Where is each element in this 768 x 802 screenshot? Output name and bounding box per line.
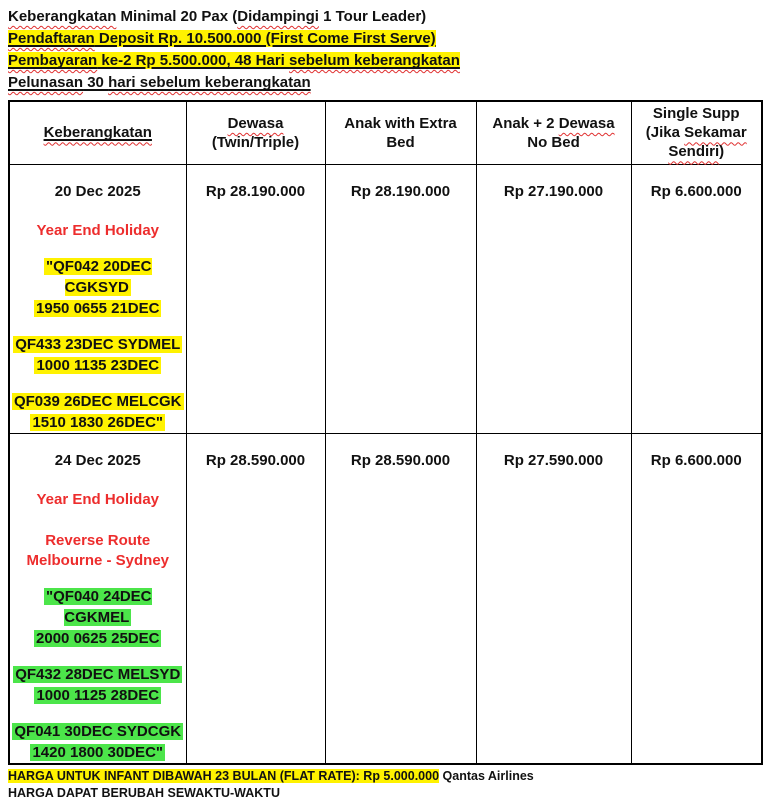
header-text: Sekamar: [684, 124, 747, 142]
footer-block: [8, 768, 760, 802]
header-text: (Jika: [645, 124, 685, 142]
price-cell-single-supp: Rp 6.600.000: [631, 164, 762, 433]
intro-text: sebelum keberangkatan: [289, 52, 460, 69]
header-text: Sendiri: [668, 143, 720, 161]
departure-cell: [9, 164, 186, 433]
highlighted-text: [8, 30, 436, 47]
flight-segment: [10, 664, 186, 706]
flight-schedule: [10, 256, 186, 433]
flight-segment: [10, 721, 186, 763]
route-note-line: Reverse Route: [45, 531, 151, 549]
header-cell-keberangkatan: [9, 101, 186, 164]
footer-text: Qantas Airlines: [439, 768, 534, 783]
intro-text: Pendaftaran: [8, 30, 95, 47]
intro-text: 30: [83, 74, 109, 91]
table-header-row: [9, 101, 762, 164]
flight-segment: [10, 256, 186, 319]
flight-segment: [10, 391, 186, 433]
header-text: Anak + 2: [492, 114, 559, 132]
flight-line: QF039 26DEC MELCGK: [13, 392, 182, 410]
header-cell-dewasa-twin-triple: [186, 101, 325, 164]
intro-text: hari sebelum keberangkatan: [108, 74, 311, 91]
intro-line-min-pax: [8, 6, 760, 28]
header-text: Bed: [386, 133, 415, 151]
intro-line-deposit: [8, 28, 760, 50]
flight-line: QF041 30DEC SYDCGK: [14, 722, 182, 740]
price-cell-anak-extra-bed: Rp 28.590.000: [325, 433, 476, 764]
header-cell-anak-extra-bed: [325, 101, 476, 164]
header-text: Anak with Extra: [344, 114, 457, 132]
flight-line: 1000 1125 28DEC: [36, 686, 160, 704]
flight-line: QF432 28DEC MELSYD: [15, 665, 181, 683]
header-text: Dewasa: [558, 114, 615, 132]
flight-line: 1950 0655 21DEC: [36, 299, 160, 317]
header-text: ): [719, 143, 725, 161]
flight-line: 1420 1800 30DEC": [32, 743, 164, 761]
intro-text: Deposit Rp. 10.500.000 (First Come First Serve): [94, 30, 436, 47]
intro-text: Pelunasan: [8, 74, 84, 91]
intro-text: Pembayaran: [8, 52, 98, 69]
price-cell-dewasa: Rp 28.190.000: [186, 164, 325, 433]
header-text: (Twin/Triple): [211, 133, 300, 151]
price-cell-single-supp: Rp 6.600.000: [631, 433, 762, 764]
holiday-note: Year End Holiday: [36, 490, 160, 508]
price-cell-dewasa: Rp 28.590.000: [186, 433, 325, 764]
departure-cell: [9, 433, 186, 764]
flight-line: 1510 1830 26DEC": [32, 413, 164, 431]
header-label: [44, 124, 152, 141]
route-note: [10, 531, 186, 571]
flight-line: "QF040 24DEC CGKMEL: [46, 587, 152, 626]
flight-line: QF433 23DEC SYDMEL: [15, 335, 181, 353]
intro-text: ke-2 Rp 5.500.000, 48 Hari: [97, 52, 290, 69]
intro-text: Didampingi: [237, 8, 319, 25]
table-row-24dec: [9, 433, 762, 764]
header-text: Single Supp: [652, 105, 740, 123]
underlined-text: [8, 74, 311, 91]
intro-line-settlement: [8, 72, 760, 94]
flight-schedule: [10, 586, 186, 763]
footer-infant-rate: [8, 768, 760, 785]
price-cell-anak-no-bed: Rp 27.190.000: [476, 164, 631, 433]
header-cell-single-supp: [631, 101, 762, 164]
departure-date: 24 Dec 2025: [54, 451, 141, 469]
price-cell-anak-no-bed: Rp 27.590.000: [476, 433, 631, 764]
intro-text: Keberangkatan: [8, 8, 117, 25]
highlighted-text: [8, 52, 460, 69]
flight-line: "QF042 20DEC CGKSYD: [46, 257, 152, 296]
departure-date: 20 Dec 2025: [54, 182, 141, 200]
highlighted-text: HARGA UNTUK INFANT DIBAWAH 23 BULAN (FLAT RATE): Rp 5.000.000: [8, 768, 440, 783]
flight-segment: [10, 586, 186, 649]
flight-line: 2000 0625 25DEC: [36, 629, 160, 647]
price-table: [8, 100, 763, 765]
table-row-20dec: [9, 164, 762, 433]
route-note-line: Melbourne - Sydney: [26, 551, 170, 569]
intro-line-second-payment: [8, 50, 760, 72]
intro-text: Minimal 20 Pax (: [116, 8, 238, 25]
header-text: No Bed: [527, 133, 580, 151]
header-text: Keberangkatan: [43, 124, 152, 142]
intro-block: [8, 6, 760, 94]
intro-text: 1 Tour Leader): [318, 8, 427, 25]
flight-segment: [10, 334, 186, 376]
price-cell-anak-extra-bed: Rp 28.190.000: [325, 164, 476, 433]
header-text: Dewasa: [227, 114, 284, 132]
holiday-note: Year End Holiday: [36, 221, 160, 239]
footer-price-disclaimer: HARGA DAPAT BERUBAH SEWAKTU-WAKTU: [8, 785, 280, 800]
header-cell-anak-no-bed: [476, 101, 631, 164]
flight-line: 1000 1135 23DEC: [36, 356, 160, 374]
